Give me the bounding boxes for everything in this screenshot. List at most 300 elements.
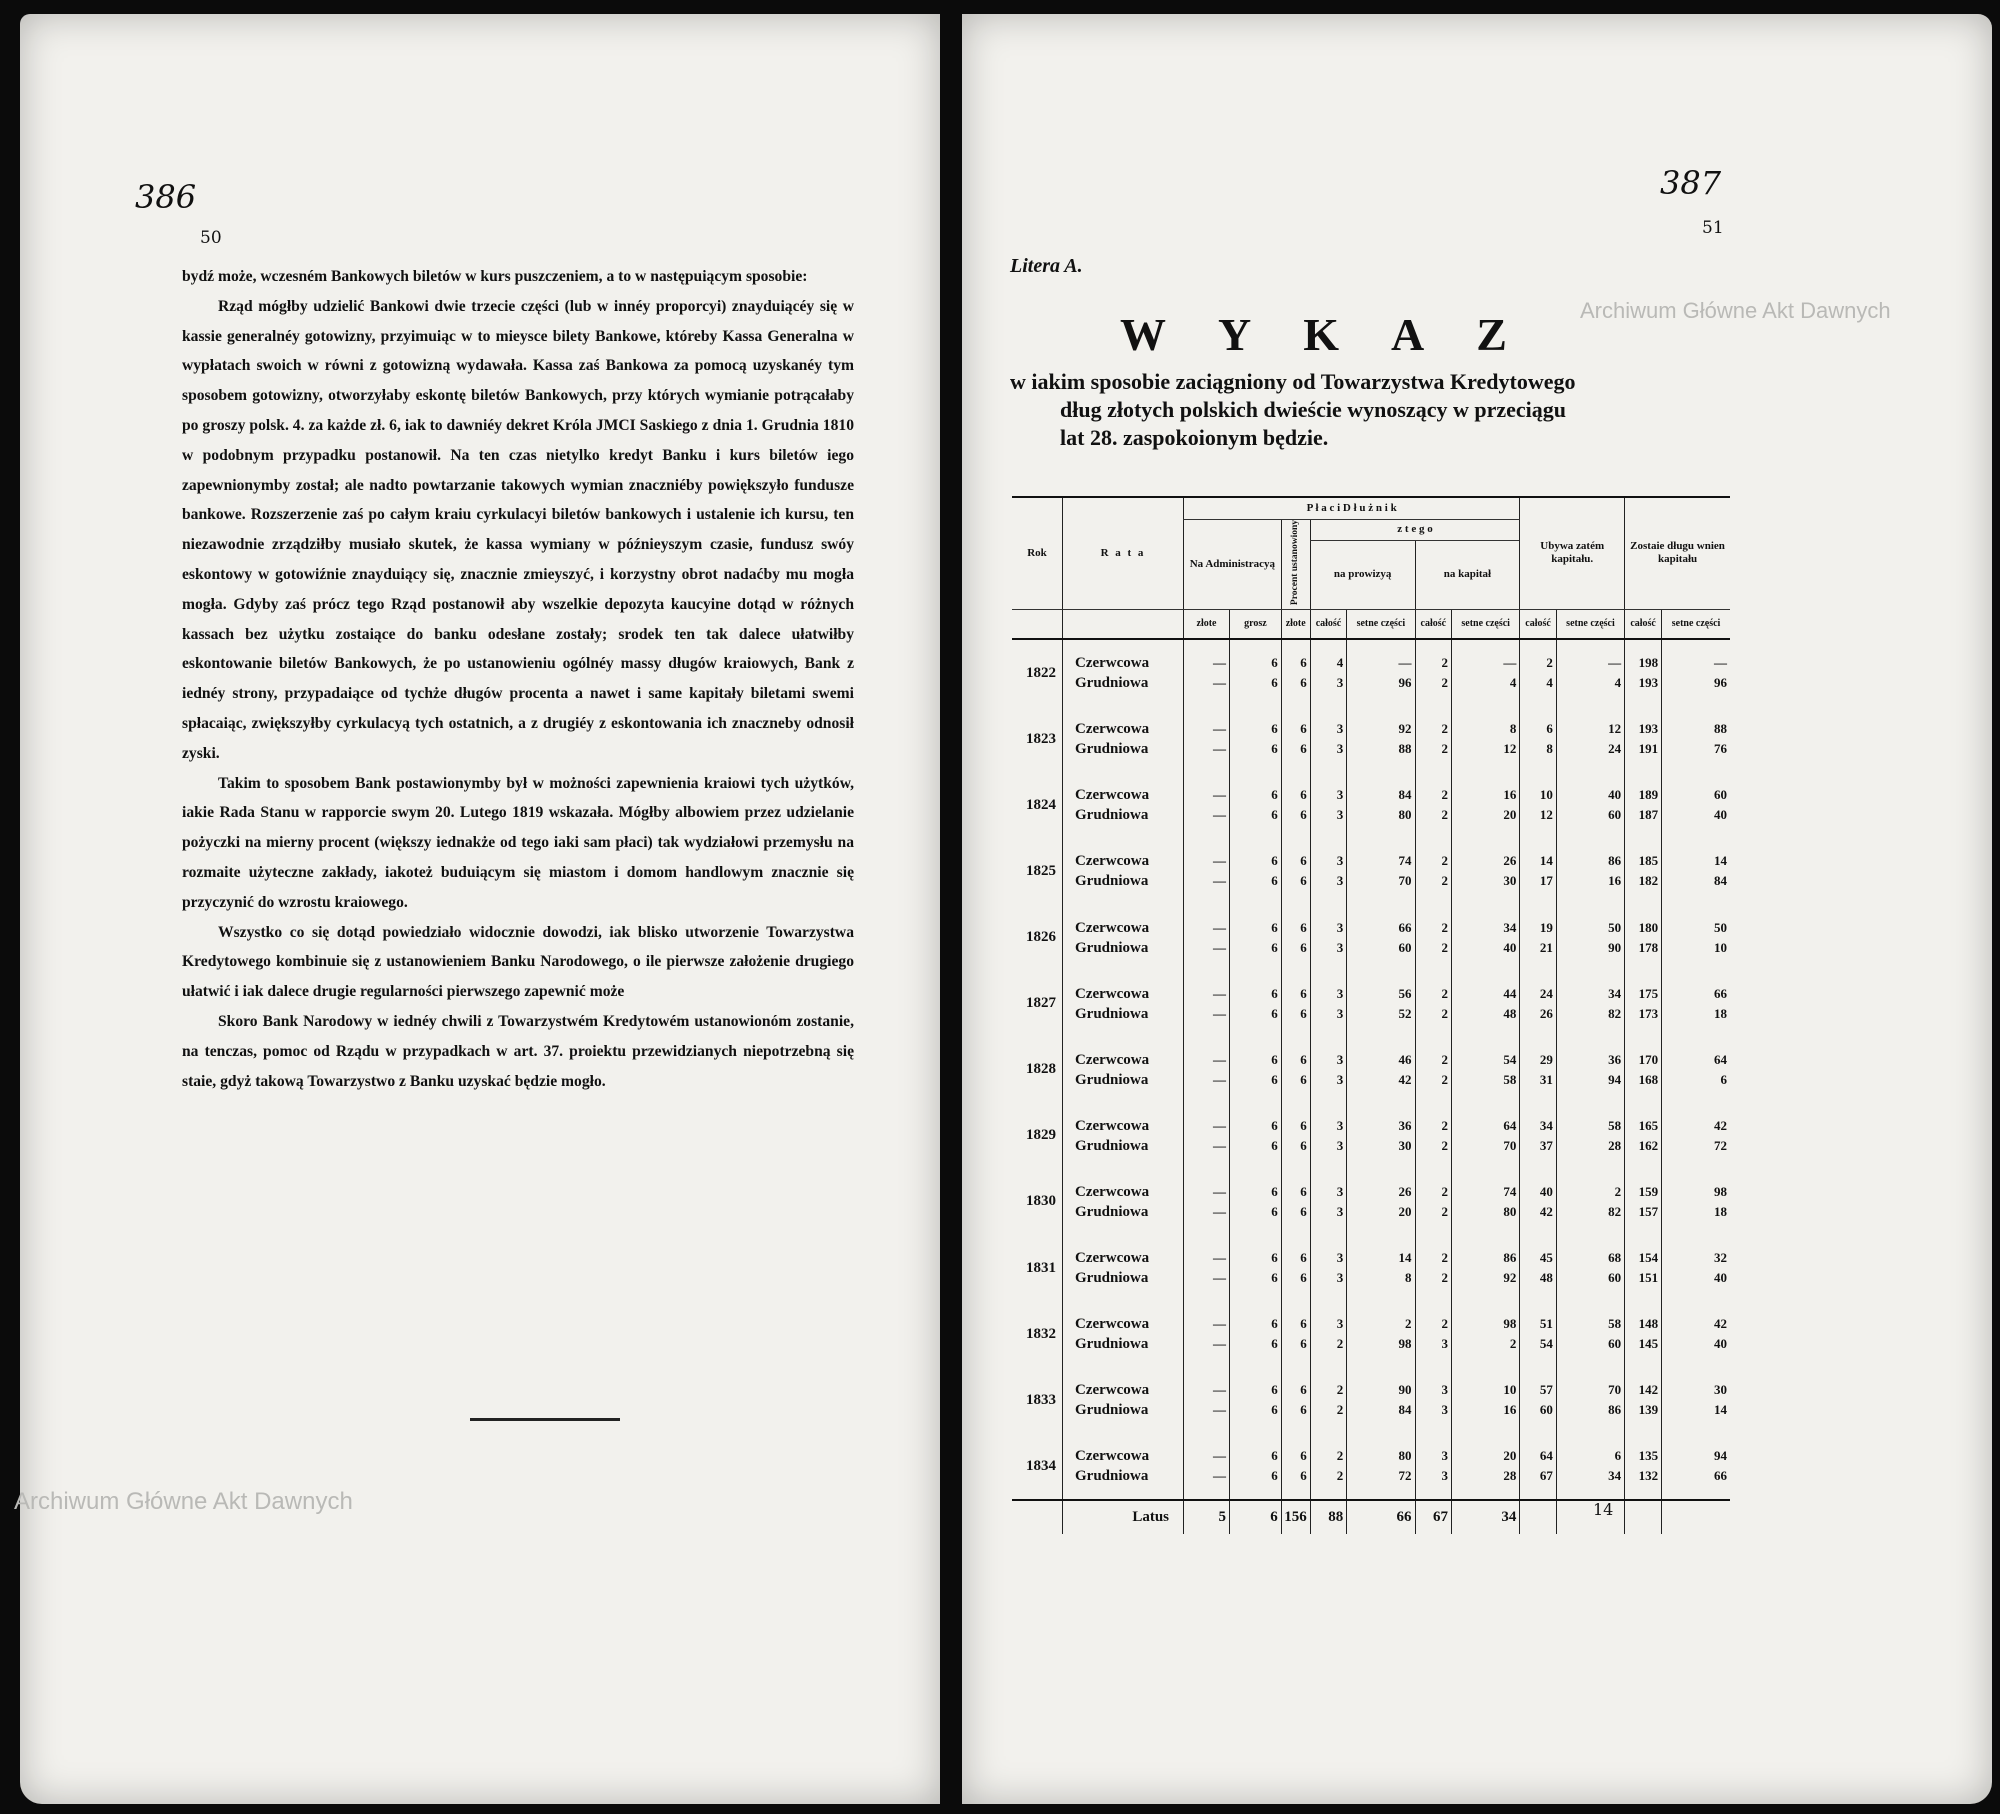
cell-value: 40 — [1714, 1270, 1727, 1286]
cell-value: 3 — [1336, 1071, 1344, 1087]
cell-value: 2 — [1441, 1183, 1449, 1199]
latus-blank — [1012, 1500, 1063, 1534]
cell-value: 6 — [1300, 1137, 1307, 1153]
latus-empty — [1662, 1500, 1730, 1534]
cell-value: 54 — [1503, 1051, 1517, 1067]
cell-value: 6 — [1271, 1071, 1278, 1087]
cell-prow-c — [1310, 639, 1347, 706]
cell-value: 98 — [1398, 1336, 1412, 1352]
cell-value: 6 — [1300, 939, 1307, 955]
subtitle-line-1: w iakim sposobie zaciągniony od Towarzystwa Kredytowego — [1010, 369, 1576, 394]
cell-proc — [1281, 1433, 1310, 1500]
table-row — [1012, 1367, 1730, 1433]
cell-value: 2 — [1614, 1183, 1622, 1199]
cell-value: 30 — [1398, 1137, 1412, 1153]
cell-prow-s — [1347, 772, 1415, 838]
cell-ub-c — [1520, 639, 1557, 706]
cell-value: 6 — [1271, 1448, 1278, 1464]
header-zostaie: Zostaie długu wnien kapitału — [1625, 497, 1730, 609]
cell-value: 6 — [1271, 787, 1278, 803]
cell-proc — [1281, 639, 1310, 706]
cell-value: 2 — [1441, 1250, 1449, 1266]
cell-prow-s — [1347, 838, 1415, 904]
right-archive-number: 387 — [1660, 164, 1722, 202]
cell-adm-gr — [1230, 639, 1282, 706]
cell-value: 2 — [1441, 1071, 1449, 1087]
sub-header-cell: całość — [1625, 609, 1662, 639]
cell-value: 2 — [1336, 1402, 1344, 1418]
row-rata — [1063, 1037, 1184, 1103]
row-rata — [1063, 639, 1184, 706]
cell-value: 30 — [1503, 873, 1517, 889]
rata-name: Czerwcowa — [1075, 655, 1150, 672]
cell-value: 6 — [1300, 1071, 1307, 1087]
cell-ub-s — [1556, 838, 1624, 904]
cell-zo-c — [1625, 1367, 1662, 1433]
cell-ub-s — [1556, 1301, 1624, 1367]
cell-value: 3 — [1336, 985, 1344, 1001]
cell-value: 40 — [1539, 1183, 1553, 1199]
cell-value: — — [1213, 1250, 1226, 1266]
cell-value: 68 — [1608, 1250, 1622, 1266]
cell-value: 6 — [1271, 873, 1278, 889]
cell-value: 2 — [1441, 1203, 1449, 1219]
cell-value: 6 — [1271, 741, 1278, 757]
cell-ub-c — [1520, 706, 1557, 772]
cell-value: 2 — [1336, 1336, 1344, 1352]
header-procent-text: Procent ustanowiony — [1290, 519, 1301, 605]
cell-value: 24 — [1539, 985, 1553, 1001]
cell-value: 70 — [1503, 1137, 1517, 1153]
cell-zo-c — [1625, 1037, 1662, 1103]
row-year: 1834 — [1026, 1457, 1056, 1474]
sub-header-cell: złote — [1281, 609, 1310, 639]
cell-value: — — [1213, 1402, 1226, 1418]
cell-adm-gr — [1230, 772, 1282, 838]
cell-value: 66 — [1714, 1468, 1727, 1484]
cell-value: 51 — [1539, 1316, 1553, 1332]
cell-zo-s — [1662, 971, 1730, 1037]
cell-value: 187 — [1638, 807, 1659, 823]
rata-name: Grudniowa — [1075, 741, 1149, 758]
row-rata — [1063, 1169, 1184, 1235]
header-na-administracya: Na Administracyą — [1184, 519, 1282, 609]
cell-prow-s — [1347, 1169, 1415, 1235]
cell-value: 80 — [1503, 1203, 1517, 1219]
cell-ub-c — [1520, 1103, 1557, 1169]
cell-kap-s — [1452, 1235, 1520, 1301]
cell-value: 44 — [1503, 985, 1517, 1001]
cell-value: 2 — [1441, 939, 1449, 955]
cell-prow-c — [1310, 1169, 1347, 1235]
cell-value: 30 — [1714, 1382, 1727, 1398]
cell-prow-s — [1347, 905, 1415, 971]
cell-value: 10 — [1539, 787, 1553, 803]
row-rata — [1063, 1433, 1184, 1500]
cell-value: 34 — [1503, 919, 1517, 935]
cell-value: 34 — [1608, 985, 1622, 1001]
row-year: 1822 — [1026, 664, 1056, 681]
cell-value: 3 — [1336, 1117, 1344, 1133]
rata-name: Grudniowa — [1075, 1402, 1149, 1419]
rata-name: Grudniowa — [1075, 1137, 1149, 1154]
cell-adm-zl — [1184, 1433, 1230, 1500]
cell-adm-zl — [1184, 1235, 1230, 1301]
cell-value: 42 — [1539, 1203, 1553, 1219]
cell-value: 40 — [1714, 1336, 1727, 1352]
cell-value: 6 — [1300, 853, 1307, 869]
rata-name: Grudniowa — [1075, 675, 1149, 692]
cell-value: 6 — [1614, 1448, 1622, 1464]
header-rok: Rok — [1012, 497, 1063, 609]
cell-value: — — [1608, 655, 1622, 671]
cell-zo-c — [1625, 1301, 1662, 1367]
cell-value: 94 — [1608, 1071, 1622, 1087]
cell-value: 2 — [1441, 985, 1449, 1001]
cell-adm-zl — [1184, 1367, 1230, 1433]
cell-value: 66 — [1714, 985, 1727, 1001]
cell-value: 90 — [1608, 939, 1622, 955]
rata-name: Grudniowa — [1075, 939, 1149, 956]
cell-adm-zl — [1184, 1037, 1230, 1103]
cell-value: 20 — [1503, 807, 1517, 823]
cell-value: 58 — [1503, 1071, 1517, 1087]
left-archive-number: 386 — [135, 178, 197, 216]
cell-value: 2 — [1441, 1051, 1449, 1067]
cell-value: 40 — [1503, 939, 1517, 955]
cell-adm-gr — [1230, 1169, 1282, 1235]
cell-value: 2 — [1441, 787, 1449, 803]
row-year: 1828 — [1026, 1061, 1056, 1078]
subtitle-line-2: dług złotych polskich dwieście wynoszący w przeciągu — [1060, 397, 1566, 422]
row-year: 1831 — [1026, 1259, 1056, 1276]
cell-value: 2 — [1441, 919, 1449, 935]
cell-kap-c — [1415, 1235, 1452, 1301]
cell-value: 82 — [1608, 1005, 1622, 1021]
table-row — [1012, 905, 1730, 971]
cell-value: 145 — [1638, 1336, 1659, 1352]
cell-value: 74 — [1503, 1183, 1517, 1199]
sub-header-cell: całość — [1520, 609, 1557, 639]
cell-value: 6 — [1271, 1270, 1278, 1286]
cell-value: 3 — [1441, 1336, 1449, 1352]
cell-value: — — [1213, 807, 1226, 823]
cell-value: 28 — [1503, 1468, 1517, 1484]
litera-label: Litera A. — [1010, 255, 1083, 277]
cell-adm-gr — [1230, 1433, 1282, 1500]
cell-value: 3 — [1336, 721, 1344, 737]
cell-proc — [1281, 905, 1310, 971]
sub-header-cell: setne części — [1662, 609, 1730, 639]
cell-value: 2 — [1509, 1336, 1517, 1352]
cell-zo-c — [1625, 706, 1662, 772]
cell-value: — — [1213, 655, 1226, 671]
cell-kap-c — [1415, 905, 1452, 971]
cell-adm-gr — [1230, 1103, 1282, 1169]
wykaz-subtitle — [1010, 368, 1730, 452]
cell-value: — — [1398, 655, 1412, 671]
cell-prow-c — [1310, 1235, 1347, 1301]
cell-kap-c — [1415, 1103, 1452, 1169]
cell-value: 64 — [1503, 1117, 1517, 1133]
cell-value: 92 — [1398, 721, 1412, 737]
cell-prow-s — [1347, 1037, 1415, 1103]
cell-value: — — [1213, 939, 1226, 955]
cell-proc — [1281, 971, 1310, 1037]
rata-name: Czerwcowa — [1075, 721, 1150, 738]
cell-value: 6 — [1300, 985, 1307, 1001]
cell-value: 135 — [1638, 1448, 1659, 1464]
rata-name: Czerwcowa — [1075, 985, 1150, 1002]
cell-value: 6 — [1300, 1203, 1307, 1219]
cell-value: 6 — [1300, 1336, 1307, 1352]
cell-kap-s — [1452, 1169, 1520, 1235]
left-closing-rule — [470, 1418, 620, 1421]
cell-value: 3 — [1336, 1203, 1344, 1219]
cell-ub-s — [1556, 1169, 1624, 1235]
cell-zo-c — [1625, 1169, 1662, 1235]
cell-value: 6 — [1271, 1203, 1278, 1219]
cell-zo-c — [1625, 1433, 1662, 1500]
cell-value: 4 — [1614, 675, 1622, 691]
rata-name: Grudniowa — [1075, 807, 1149, 824]
sub-header-cell: grosz — [1230, 609, 1282, 639]
cell-value: 6 — [1300, 787, 1307, 803]
cell-ub-c — [1520, 1433, 1557, 1500]
cell-prow-s — [1347, 706, 1415, 772]
cell-kap-c — [1415, 1037, 1452, 1103]
latus-empty — [1520, 1500, 1557, 1534]
cell-ub-c — [1520, 1169, 1557, 1235]
cell-value: — — [1213, 1183, 1226, 1199]
table-row — [1012, 1037, 1730, 1103]
cell-proc — [1281, 1037, 1310, 1103]
cell-zo-s — [1662, 1235, 1730, 1301]
cell-prow-s — [1347, 971, 1415, 1037]
cell-prow-c — [1310, 1037, 1347, 1103]
cell-value: 6 — [1300, 1250, 1307, 1266]
cell-value: 12 — [1608, 721, 1622, 737]
header-placi: P ł a c i D ł u ż n i k — [1184, 497, 1520, 519]
cell-value: 58 — [1608, 1316, 1622, 1332]
cell-value: — — [1213, 1005, 1226, 1021]
cell-proc — [1281, 1169, 1310, 1235]
cell-value: 6 — [1271, 853, 1278, 869]
cell-value: — — [1213, 1448, 1226, 1464]
cell-value: 6 — [1300, 1183, 1307, 1199]
cell-value: 88 — [1398, 741, 1412, 757]
cell-value: 88 — [1714, 721, 1727, 737]
cell-value: 6 — [1300, 1005, 1307, 1021]
cell-ub-c — [1520, 1235, 1557, 1301]
cell-value: 3 — [1336, 939, 1344, 955]
cell-kap-s — [1452, 1367, 1520, 1433]
cell-value: 6 — [1300, 655, 1307, 671]
cell-value: 29 — [1539, 1051, 1553, 1067]
table-row — [1012, 706, 1730, 772]
cell-value: 6 — [1300, 1316, 1307, 1332]
cell-ub-s — [1556, 772, 1624, 838]
rata-name: Grudniowa — [1075, 1336, 1149, 1353]
cell-value: 90 — [1398, 1382, 1412, 1398]
cell-value: 20 — [1398, 1203, 1412, 1219]
cell-value: 20 — [1503, 1448, 1517, 1464]
cell-value: 2 — [1546, 655, 1553, 671]
cell-value: 6 — [1300, 919, 1307, 935]
cell-value: 12 — [1539, 807, 1553, 823]
cell-zo-s — [1662, 1301, 1730, 1367]
cell-adm-gr — [1230, 905, 1282, 971]
cell-value: 6 — [1271, 1137, 1278, 1153]
cell-value: 92 — [1503, 1270, 1517, 1286]
row-rata — [1063, 1367, 1184, 1433]
cell-value: 4 — [1509, 675, 1517, 691]
cell-value: 6 — [1300, 1270, 1307, 1286]
cell-value: 2 — [1441, 675, 1449, 691]
row-rata — [1063, 706, 1184, 772]
cell-value: 72 — [1714, 1137, 1727, 1153]
cell-value: 198 — [1638, 655, 1659, 671]
cell-value: 28 — [1608, 1137, 1622, 1153]
cell-value: 26 — [1539, 1005, 1553, 1021]
cell-value: 14 — [1714, 853, 1727, 869]
cell-value: 3 — [1441, 1468, 1449, 1484]
latus-empty — [1556, 1500, 1624, 1534]
cell-value: 67 — [1539, 1468, 1553, 1484]
latus-adm-gr: 6 — [1230, 1500, 1282, 1534]
cell-value: 26 — [1398, 1183, 1412, 1199]
right-page-number: 51 — [1702, 218, 1724, 238]
cell-value: 82 — [1608, 1203, 1622, 1219]
cell-value: 34 — [1608, 1468, 1622, 1484]
cell-value: 80 — [1398, 1448, 1412, 1464]
cell-value: 36 — [1398, 1117, 1412, 1133]
latus-label: Latus — [1063, 1500, 1184, 1534]
cell-value: 170 — [1638, 1051, 1659, 1067]
header-rata: R a t a — [1063, 497, 1184, 609]
cell-kap-c — [1415, 1433, 1452, 1500]
latus-kap-s: 34 — [1452, 1500, 1520, 1534]
cell-kap-s — [1452, 639, 1520, 706]
cell-value: 6 — [1271, 1183, 1278, 1199]
cell-value: 31 — [1539, 1071, 1553, 1087]
cell-kap-s — [1452, 838, 1520, 904]
cell-zo-c — [1625, 905, 1662, 971]
cell-kap-c — [1415, 1367, 1452, 1433]
cell-proc — [1281, 1235, 1310, 1301]
cell-value: 6 — [1300, 1382, 1307, 1398]
cell-value: 46 — [1398, 1051, 1412, 1067]
table-row — [1012, 639, 1730, 706]
cell-value: 45 — [1539, 1250, 1553, 1266]
cell-value: 6 — [1271, 655, 1278, 671]
cell-value: 6 — [1271, 985, 1278, 1001]
cell-value: 84 — [1714, 873, 1727, 889]
cell-value: 2 — [1441, 1270, 1449, 1286]
cell-zo-c — [1625, 639, 1662, 706]
table-row — [1012, 1301, 1730, 1367]
rata-name: Czerwcowa — [1075, 919, 1150, 936]
row-year: 1827 — [1026, 995, 1056, 1012]
cell-zo-s — [1662, 905, 1730, 971]
cell-zo-s — [1662, 639, 1730, 706]
cell-adm-zl — [1184, 1103, 1230, 1169]
cell-value: 165 — [1638, 1117, 1659, 1133]
cell-adm-gr — [1230, 971, 1282, 1037]
cell-kap-c — [1415, 1169, 1452, 1235]
cell-ub-s — [1556, 706, 1624, 772]
cell-value: 86 — [1608, 853, 1622, 869]
right-watermark: Archiwum Główne Akt Dawnych — [1580, 298, 1891, 323]
cell-value: 17 — [1539, 873, 1553, 889]
cell-value: 2 — [1441, 741, 1449, 757]
rata-name: Czerwcowa — [1075, 1316, 1150, 1333]
rata-name: Grudniowa — [1075, 873, 1149, 890]
cell-prow-s — [1347, 639, 1415, 706]
sub-header-cell: całość — [1415, 609, 1452, 639]
cell-value: 40 — [1714, 807, 1727, 823]
cell-value: 3 — [1336, 1270, 1344, 1286]
cell-value: 24 — [1608, 741, 1622, 757]
cell-adm-gr — [1230, 1367, 1282, 1433]
cell-prow-c — [1310, 772, 1347, 838]
cell-value: 154 — [1638, 1250, 1659, 1266]
sub-header-cell: złote — [1184, 609, 1230, 639]
cell-value: 2 — [1336, 1448, 1344, 1464]
header-z-tego: z t e g o — [1310, 519, 1520, 540]
cell-value: 56 — [1398, 985, 1412, 1001]
row-year: 1829 — [1026, 1127, 1056, 1144]
cell-value: 14 — [1398, 1250, 1412, 1266]
cell-adm-zl — [1184, 706, 1230, 772]
cell-kap-s — [1452, 971, 1520, 1037]
cell-adm-zl — [1184, 1301, 1230, 1367]
sub-header-cell: setne części — [1452, 609, 1520, 639]
cell-zo-s — [1662, 838, 1730, 904]
cell-value: 37 — [1539, 1137, 1553, 1153]
cell-prow-s — [1347, 1235, 1415, 1301]
cell-value: 178 — [1638, 939, 1659, 955]
cell-value: 6 — [1271, 1402, 1278, 1418]
cell-proc — [1281, 1301, 1310, 1367]
cell-value: 3 — [1336, 807, 1344, 823]
cell-adm-zl — [1184, 639, 1230, 706]
sub-header-blank-rok — [1012, 609, 1063, 639]
cell-value: 3 — [1441, 1382, 1449, 1398]
table-row — [1012, 838, 1730, 904]
cell-kap-s — [1452, 905, 1520, 971]
cell-value: 189 — [1638, 787, 1659, 803]
cell-kap-c — [1415, 772, 1452, 838]
rata-name: Czerwcowa — [1075, 1448, 1150, 1465]
cell-value: — — [1213, 1203, 1226, 1219]
cell-value: 64 — [1714, 1051, 1727, 1067]
cell-value: 2 — [1441, 853, 1449, 869]
cell-value: 3 — [1336, 919, 1344, 935]
rata-name: Grudniowa — [1075, 1071, 1149, 1088]
cell-value: 98 — [1503, 1316, 1517, 1332]
cell-value: — — [1213, 1117, 1226, 1133]
row-rata — [1063, 905, 1184, 971]
cell-value: 3 — [1336, 853, 1344, 869]
cell-zo-s — [1662, 1037, 1730, 1103]
cell-value: 18 — [1714, 1203, 1727, 1219]
cell-value: 54 — [1539, 1336, 1553, 1352]
cell-value: 3 — [1336, 675, 1344, 691]
cell-value: 175 — [1638, 985, 1659, 1001]
cell-proc — [1281, 772, 1310, 838]
cell-zo-s — [1662, 772, 1730, 838]
